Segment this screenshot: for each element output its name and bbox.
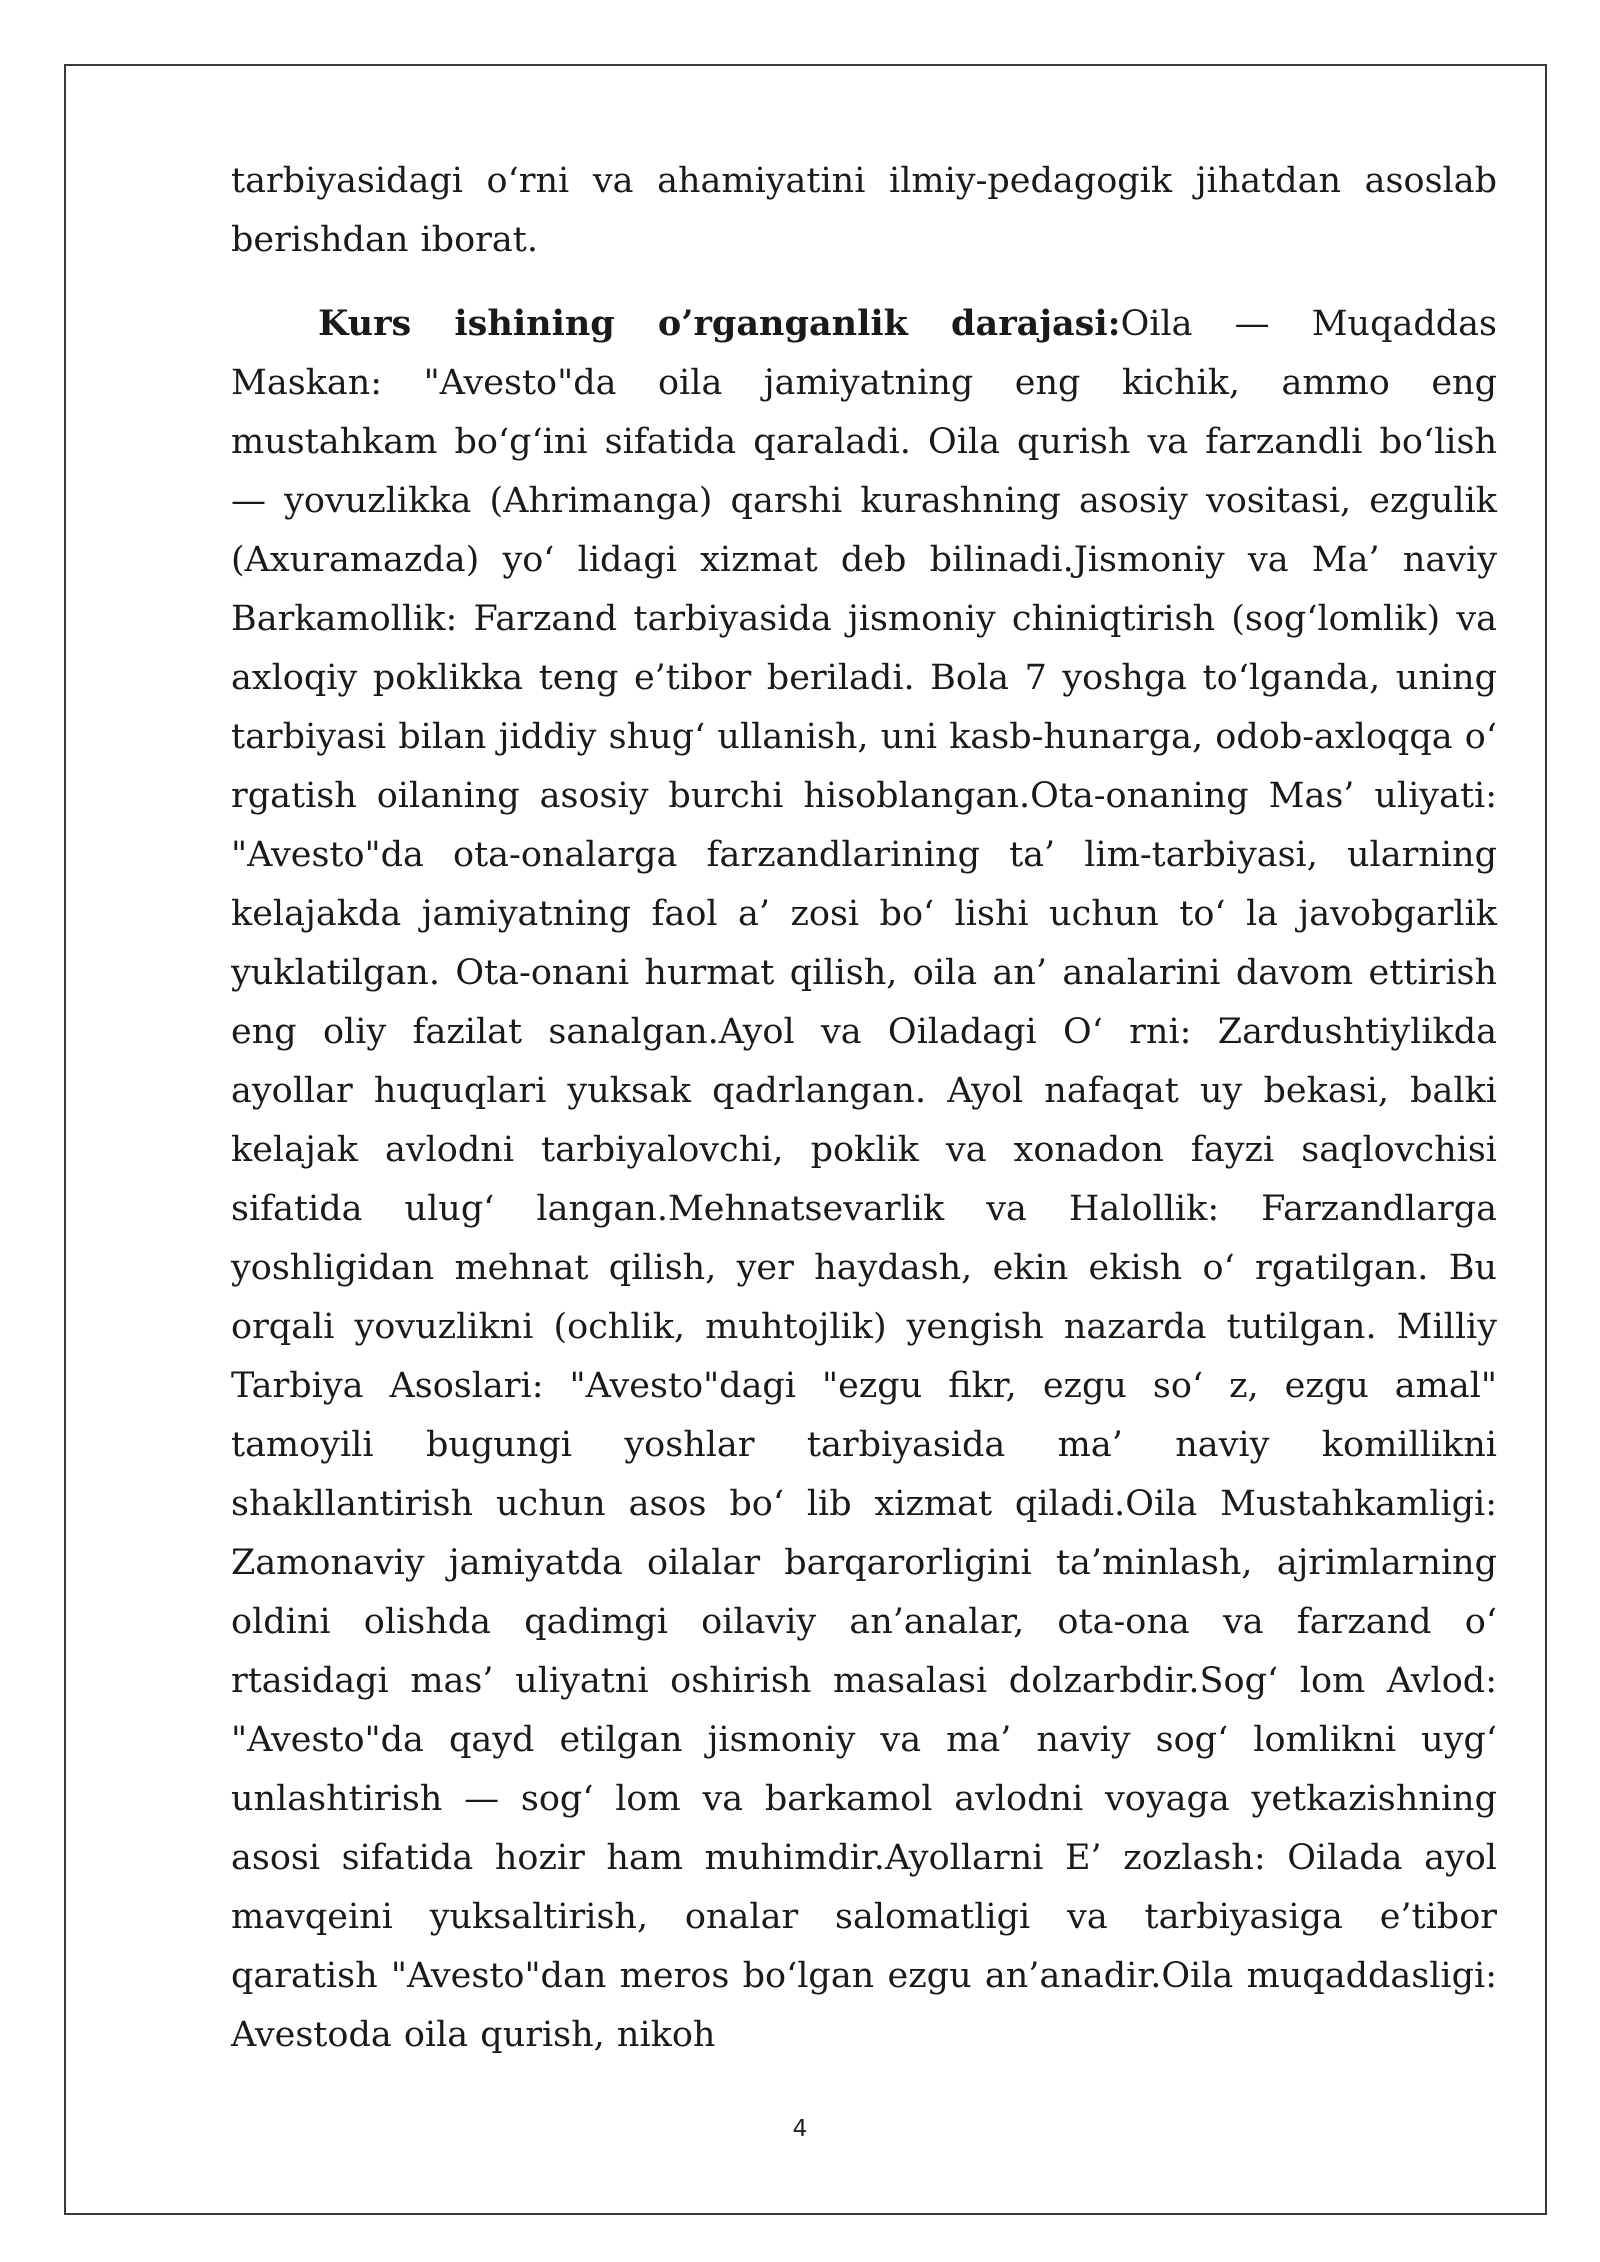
segment-label: Ayollarni E’ zozlash: — [884, 1838, 1266, 1878]
segment-text: Avestoda oila qurish, nikoh — [231, 2015, 716, 2055]
paragraph-intro: tarbiyasidagi o‘rni va ahamiyatini ilmiy-pedagogik jihatdan asoslab berishdan iborat. — [231, 161, 1497, 260]
segment-label: Ota-onaning Mas’ uliyati: — [1030, 776, 1497, 816]
segment-text: Oilada ayol mavqeini yuksaltirish, onalar salomatligi va tarbiyasiga e’tibor qaratish "Avesto"dan meros bo‘lgan ezgu an’anadir. — [231, 1838, 1497, 1996]
segment-label: Oila — Muqaddas Maskan: — [231, 304, 1497, 403]
section-heading: Kurs ishining o’rganganlik darajasi: — [318, 303, 1121, 344]
segment-text: Zardushtiylikda ayollar huquqlari yuksak qadrlangan. Ayol nafaqat uy bekasi, balki kelajak avlodni tarbiyalovchi, poklik va xonadon fayzi saqlovchisi sifatida ulug‘ langan. — [231, 1012, 1498, 1229]
segment-label: Jismoniy va Ma’ naviy Barkamollik: — [231, 540, 1497, 639]
segment-text: Farzand tarbiyasida jismoniy chiniqtirish (sog‘lomlik) va axloqiy poklikka teng e’tibor beriladi. Bola 7 yoshga to‘lganda, uning tarbiyasi bilan jiddiy shug‘ ullanish, uni kasb-hunarga, odob-axloqqa o‘ rgatish oilaning asosiy burchi hisoblangan. — [231, 599, 1497, 816]
segment-text: Farzandlarga yoshligidan mehnat qilish, yer haydash, ekin ekish o‘ rgatilgan. Bu orqali yovuzlikni (ochlik, muhtojlik) yengish nazarda tutilgan. Milliy Tarbiya Asoslari: "Avesto"dagi "ezgu fikr, ezgu so‘ z, ezgu amal" tamoyili bugungi yoshlar tarbiyasida ma’ naviy komillikni shakllantirish uchun asos bo‘ lib xizmat qiladi. — [231, 1189, 1497, 1524]
document-body — [231, 152, 1497, 2065]
segment-label: Oila muqaddasligi: — [1161, 1956, 1497, 1996]
segment-text: "Avesto"da qayd etilgan jismoniy va ma’ naviy sog‘ lomlikni uyg‘ unlashtirish — sog‘ lom va barkamol avlodni voyaga yetkazishning asosi sifatida hozir ham muhimdir. — [231, 1720, 1497, 1878]
segment-label: Sog‘ lom Avlod: — [1199, 1661, 1497, 1701]
segment-text: "Avesto"da oila jamiyatning eng kichik, ammo eng mustahkam bo‘g‘ini sifatida qaraladi. Oila qurish va farzandli bo‘lish — yovuzlikka (Ahrimanga) qarshi kurashning asosiy vositasi, ezgulik (Axuramazda) yo‘ lidagi xizmat deb bilinadi. — [231, 363, 1497, 580]
segment-text: Zamonaviy jamiyatda oilalar barqarorligini ta’minlash, ajrimlarning oldini olishda qadimgi oilaviy an’analar, ota-ona va farzand o‘ rtasidagi mas’ uliyatni oshirish masalasi dolzarbdir. — [231, 1543, 1497, 1701]
page-number: 4 — [792, 2116, 808, 2142]
segment-label: Oila Mustahkamligi: — [1125, 1484, 1497, 1524]
segment-label: Mehnatsevarlik va Halollik: — [667, 1189, 1220, 1229]
segment-text: "Avesto"da ota-onalarga farzandlarining ta’ lim-tarbiyasi, ularning kelajakda jamiyatning faol a’ zosi bo‘ lishi uchun to‘ la javobgarlik yuklatilgan. Ota-onani hurmat qilish, oila an’ analarini davom ettirish eng oliy fazilat sanalgan. — [231, 835, 1497, 1052]
paragraph-study-level — [231, 294, 1497, 2065]
segment-label: Ayol va Oiladagi O‘ rni: — [718, 1012, 1192, 1052]
